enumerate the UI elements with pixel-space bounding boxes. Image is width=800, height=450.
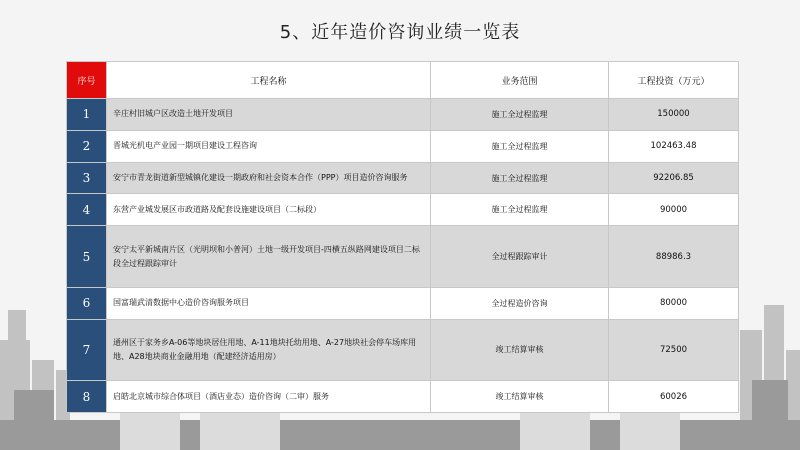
table-row	[67, 130, 739, 162]
business-scope: 施工全过程监理	[431, 99, 609, 131]
page-title: 5、近年造价咨询业绩一览表	[279, 22, 521, 43]
project-name: 辛庄村旧城户区改造土地开发项目	[107, 99, 431, 131]
investment-amount: 150000	[609, 99, 739, 131]
table-row	[67, 287, 739, 319]
project-name: 安宁太平新城南片区（光明坝和小普河）土地一级开发项目-四横五纵路网建设项目二标段全过程跟踪审计	[107, 226, 431, 288]
investment-amount: 60026	[609, 381, 739, 413]
table-row	[67, 162, 739, 194]
table-row	[67, 381, 739, 413]
header-scope: 业务范围	[431, 62, 609, 99]
row-number: 7	[67, 319, 107, 381]
row-number: 1	[67, 99, 107, 131]
project-name: 国富瑞武清数据中心造价咨询服务项目	[107, 287, 431, 319]
row-number: 3	[67, 162, 107, 194]
business-scope: 全过程造价咨询	[431, 287, 609, 319]
investment-amount: 80000	[609, 287, 739, 319]
business-scope: 全过程跟踪审计	[431, 226, 609, 288]
business-scope: 竣工结算审核	[431, 381, 609, 413]
investment-amount: 90000	[609, 194, 739, 226]
project-name: 晋城光机电产业园一期项目建设工程咨询	[107, 130, 431, 162]
business-scope: 施工全过程监理	[431, 162, 609, 194]
table-row	[67, 226, 739, 288]
table-row	[67, 319, 739, 381]
investment-amount: 88986.3	[609, 226, 739, 288]
header-no: 序号	[67, 62, 107, 99]
investment-amount: 102463.48	[609, 130, 739, 162]
investment-amount: 72500	[609, 319, 739, 381]
row-number: 4	[67, 194, 107, 226]
business-scope: 竣工结算审核	[431, 319, 609, 381]
row-number: 6	[67, 287, 107, 319]
investment-amount: 92206.85	[609, 162, 739, 194]
row-number: 2	[67, 130, 107, 162]
business-scope: 施工全过程监理	[431, 130, 609, 162]
table-row	[67, 194, 739, 226]
row-number: 8	[67, 381, 107, 413]
header-investment: 工程投资（万元）	[609, 62, 739, 99]
project-name: 启皓北京城市综合体项目（酒店业态）造价咨询（二审）服务	[107, 381, 431, 413]
project-name: 通州区于家务乡A-06等地块居住用地、A-11地块托幼用地、A-27地块社会停车场库用地、A28地块商业金融用地（配建经济适用房）	[107, 319, 431, 381]
project-name: 东营产业城发展区市政道路及配套设施建设项目（二标段）	[107, 194, 431, 226]
header-name: 工程名称	[107, 62, 431, 99]
row-number: 5	[67, 226, 107, 288]
table-row	[67, 99, 739, 131]
table-header-row	[67, 62, 739, 99]
business-scope: 施工全过程监理	[431, 194, 609, 226]
project-name: 安宁市青龙街道新型城镇化建设一期政府和社会资本合作（PPP）项目造价咨询服务	[107, 162, 431, 194]
performance-table	[66, 61, 739, 413]
